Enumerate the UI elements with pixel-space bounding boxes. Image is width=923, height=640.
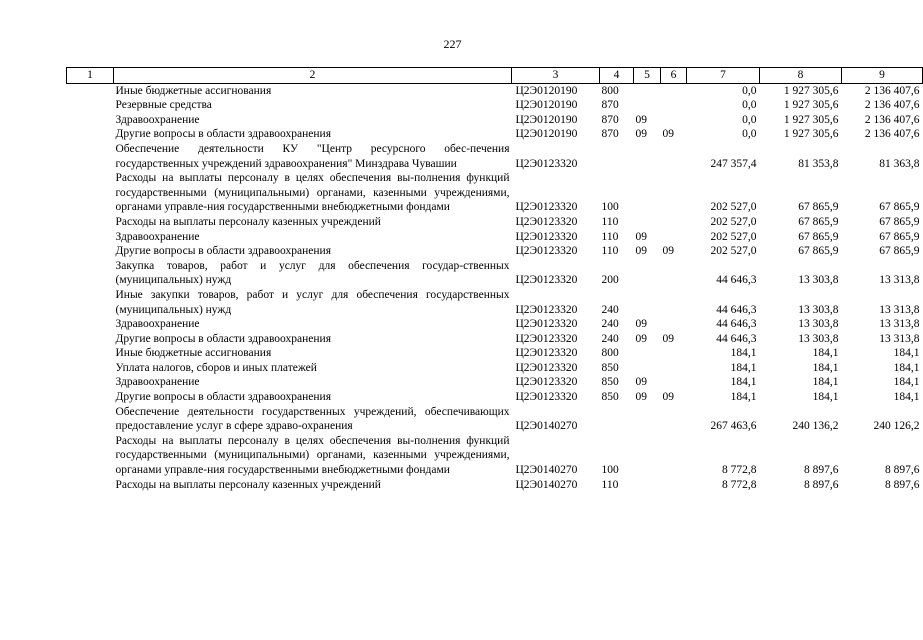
table-row	[67, 259, 923, 288]
row-amount-col8: 67 865,9	[798, 201, 839, 214]
row-expense-type: 800	[601, 347, 619, 360]
row-amount-col9: 13 313,8	[879, 303, 920, 316]
row-blank-cell	[67, 98, 114, 113]
row-section	[634, 142, 661, 171]
table-row	[67, 346, 923, 361]
row-blank-cell	[67, 361, 114, 376]
row-section: 09	[635, 391, 647, 404]
row-amount-col7: 202 527,0	[710, 245, 757, 258]
row-subsection	[661, 171, 687, 215]
row-blank-cell	[67, 375, 114, 390]
row-name: Другие вопросы в области здравоохранения	[115, 128, 331, 141]
row-section	[634, 259, 661, 288]
row-expense-type: 100	[601, 201, 619, 214]
row-blank-cell	[67, 332, 114, 347]
table-row	[67, 361, 923, 376]
table-row	[67, 317, 923, 332]
row-amount-col8: 1 927 305,6	[783, 113, 839, 126]
row-amount-col9: 13 313,8	[879, 318, 920, 331]
row-expense-type: 110	[601, 230, 619, 243]
row-name: Иные бюджетные ассигнования	[115, 347, 272, 360]
row-blank-cell	[67, 346, 114, 361]
row-amount-col9: 13 313,8	[879, 274, 920, 287]
row-section: 09	[635, 230, 647, 243]
row-name: Здравоохранение	[115, 113, 200, 126]
row-subsection	[661, 346, 687, 361]
row-subsection	[661, 405, 687, 434]
row-name: Другие вопросы в области здравоохранения	[115, 332, 331, 345]
row-name: Расходы на выплаты персоналу в целях обеспечения вы-полнения функций государственными (муниципальными) органами, казенными учреждениями, органами управле-ния государственными внебюджетными фондами	[115, 434, 510, 477]
header-cell-7: 7	[687, 68, 760, 84]
row-target-article: Ц2Э0123320	[515, 215, 578, 228]
table-row	[67, 390, 923, 405]
row-target-article: Ц2Э0123320	[515, 361, 578, 374]
row-expense-type: 100	[601, 464, 619, 477]
table-row	[67, 215, 923, 230]
row-target-article: Ц2Э0123320	[515, 332, 578, 345]
row-amount-col7: 0,0	[742, 113, 757, 126]
row-subsection	[661, 288, 687, 317]
row-section: 09	[635, 245, 647, 258]
row-amount-col7: 184,1	[730, 376, 757, 389]
row-section	[634, 288, 661, 317]
row-amount-col9: 8 897,6	[885, 478, 920, 491]
table-row	[67, 244, 923, 259]
row-amount-col9: 2 136 407,6	[864, 99, 920, 112]
row-name: Закупка товаров, работ и услуг для обеспечения государ-ственных (муниципальных) нужд	[115, 259, 510, 287]
row-expense-type: 110	[601, 215, 619, 228]
header-cell-1: 1	[67, 68, 114, 84]
row-subsection	[661, 142, 687, 171]
row-amount-col8: 67 865,9	[798, 245, 839, 258]
row-target-article: Ц2Э0140270	[515, 464, 578, 477]
header-cell-9: 9	[842, 68, 923, 84]
row-amount-col9: 81 363,8	[879, 157, 920, 170]
row-amount-col9: 184,1	[893, 361, 920, 374]
table-row	[67, 405, 923, 434]
row-amount-col9: 67 865,9	[879, 245, 920, 258]
row-amount-col7: 184,1	[730, 391, 757, 404]
row-subsection	[661, 434, 687, 478]
row-amount-col7: 267 463,6	[710, 420, 757, 433]
row-amount-col9: 8 897,6	[885, 464, 920, 477]
row-section	[634, 361, 661, 376]
row-subsection	[661, 478, 687, 493]
row-amount-col7: 44 646,3	[716, 332, 757, 345]
row-target-article: Ц2Э0123320	[515, 230, 578, 243]
row-expense-type: 200	[601, 274, 619, 287]
row-subsection	[661, 230, 687, 245]
row-expense-type	[600, 405, 634, 434]
row-amount-col7: 0,0	[742, 128, 757, 141]
table-header	[67, 68, 923, 84]
row-subsection	[661, 98, 687, 113]
row-blank-cell	[67, 83, 114, 98]
row-amount-col9: 240 126,2	[873, 420, 920, 433]
header-cell-4: 4	[600, 68, 634, 84]
table-row	[67, 478, 923, 493]
row-section	[634, 171, 661, 215]
row-blank-cell	[67, 405, 114, 434]
row-name: Расходы на выплаты персоналу казенных учреждений	[115, 478, 381, 491]
row-blank-cell	[67, 142, 114, 171]
row-amount-col8: 8 897,6	[804, 478, 839, 491]
row-target-article: Ц2Э0123320	[515, 376, 578, 389]
row-expense-type: 110	[601, 245, 619, 258]
row-amount-col7: 247 357,4	[710, 157, 757, 170]
row-amount-col8: 1 927 305,6	[783, 99, 839, 112]
budget-table	[66, 67, 923, 492]
row-amount-col8: 1 927 305,6	[783, 84, 839, 97]
table-row	[67, 288, 923, 317]
row-amount-col8: 184,1	[812, 376, 839, 389]
row-section	[634, 346, 661, 361]
row-amount-col8: 1 927 305,6	[783, 128, 839, 141]
row-subsection	[661, 259, 687, 288]
row-section: 09	[635, 318, 647, 331]
row-amount-col7: 0,0	[742, 84, 757, 97]
row-amount-col7: 44 646,3	[716, 274, 757, 287]
row-amount-col7: 184,1	[730, 361, 757, 374]
row-amount-col7: 8 772,8	[722, 478, 757, 491]
row-amount-col9: 2 136 407,6	[864, 128, 920, 141]
row-amount-col7: 184,1	[730, 347, 757, 360]
row-expense-type: 850	[601, 391, 619, 404]
row-amount-col8: 13 303,8	[798, 318, 839, 331]
row-expense-type: 110	[601, 478, 619, 491]
row-expense-type: 240	[601, 303, 619, 316]
row-subsection: 09	[662, 391, 674, 404]
row-target-article: Ц2Э0123320	[515, 347, 578, 360]
row-blank-cell	[67, 317, 114, 332]
row-name: Обеспечение деятельности государственных учреждений, обеспечивающих предоставление услуг в сфере здраво-охранения	[115, 405, 510, 433]
row-subsection: 09	[662, 128, 674, 141]
page-number: 227	[443, 37, 462, 51]
row-blank-cell	[67, 390, 114, 405]
row-amount-col8: 184,1	[812, 347, 839, 360]
header-cell-2: 2	[114, 68, 512, 84]
row-amount-col9: 2 136 407,6	[864, 113, 920, 126]
row-amount-col9: 13 313,8	[879, 332, 920, 345]
row-amount-col9: 67 865,9	[879, 215, 920, 228]
row-section: 09	[635, 113, 647, 126]
row-amount-col8: 184,1	[812, 391, 839, 404]
row-target-article: Ц2Э0123320	[515, 318, 578, 331]
row-name: Здравоохранение	[115, 376, 200, 389]
row-blank-cell	[67, 215, 114, 230]
row-section	[634, 434, 661, 478]
row-section	[634, 98, 661, 113]
row-amount-col7: 0,0	[742, 99, 757, 112]
row-section: 09	[635, 376, 647, 389]
row-name: Уплата налогов, сборов и иных платежей	[115, 361, 317, 374]
header-cell-6: 6	[661, 68, 687, 84]
row-amount-col9: 67 865,9	[879, 230, 920, 243]
row-amount-col9: 67 865,9	[879, 201, 920, 214]
row-blank-cell	[67, 113, 114, 128]
row-amount-col8: 8 897,6	[804, 464, 839, 477]
row-section: 09	[635, 332, 647, 345]
row-blank-cell	[67, 244, 114, 259]
table-row	[67, 142, 923, 171]
row-blank-cell	[67, 171, 114, 215]
row-subsection: 09	[662, 332, 674, 345]
header-row	[67, 68, 923, 84]
row-name: Расходы на выплаты персоналу казенных учреждений	[115, 215, 381, 228]
row-section: 09	[635, 128, 647, 141]
row-target-article: Ц2Э0120190	[515, 99, 578, 112]
row-subsection	[661, 83, 687, 98]
header-cell-5: 5	[634, 68, 661, 84]
table-row	[67, 127, 923, 142]
header-cell-3: 3	[512, 68, 600, 84]
row-name: Здравоохранение	[115, 318, 200, 331]
row-name: Другие вопросы в области здравоохранения	[115, 391, 331, 404]
table-row	[67, 83, 923, 98]
row-amount-col8: 13 303,8	[798, 303, 839, 316]
table-row	[67, 230, 923, 245]
row-expense-type: 850	[601, 376, 619, 389]
row-target-article: Ц2Э0123320	[515, 391, 578, 404]
header-cell-8: 8	[760, 68, 842, 84]
row-amount-col8: 67 865,9	[798, 230, 839, 243]
row-expense-type: 870	[601, 113, 619, 126]
row-target-article: Ц2Э0140270	[515, 478, 578, 491]
table-body	[67, 83, 923, 492]
row-amount-col9: 2 136 407,6	[864, 84, 920, 97]
row-amount-col8: 81 353,8	[798, 157, 839, 170]
row-target-article: Ц2Э0123320	[515, 157, 578, 170]
row-amount-col8: 184,1	[812, 361, 839, 374]
table-row	[67, 98, 923, 113]
row-amount-col7: 202 527,0	[710, 230, 757, 243]
row-amount-col7: 8 772,8	[722, 464, 757, 477]
table-row	[67, 332, 923, 347]
row-name: Обеспечение деятельности КУ "Центр ресурсного обес-печения государственных учреждений здравоохранения" Минздрава Чувашии	[115, 142, 510, 170]
table-row	[67, 113, 923, 128]
row-name: Другие вопросы в области здравоохранения	[115, 245, 331, 258]
row-name: Иные бюджетные ассигнования	[115, 84, 272, 97]
row-amount-col9: 184,1	[893, 391, 920, 404]
row-expense-type: 800	[601, 84, 619, 97]
row-blank-cell	[67, 434, 114, 478]
row-section	[634, 478, 661, 493]
row-amount-col7: 44 646,3	[716, 318, 757, 331]
row-amount-col7: 202 527,0	[710, 215, 757, 228]
row-expense-type: 870	[601, 99, 619, 112]
row-blank-cell	[67, 478, 114, 493]
row-section	[634, 215, 661, 230]
row-amount-col8: 240 136,2	[792, 420, 839, 433]
row-expense-type: 870	[601, 128, 619, 141]
row-target-article: Ц2Э0120190	[515, 84, 578, 97]
row-subsection	[661, 375, 687, 390]
row-blank-cell	[67, 127, 114, 142]
row-subsection	[661, 215, 687, 230]
row-amount-col7: 202 527,0	[710, 201, 757, 214]
row-section	[634, 83, 661, 98]
row-expense-type: 850	[601, 361, 619, 374]
row-amount-col8: 67 865,9	[798, 215, 839, 228]
row-name: Расходы на выплаты персоналу в целях обеспечения вы-полнения функций государственными (муниципальными) органами, казенными учреждениями, органами управле-ния государственными внебюджетными фондами	[115, 172, 510, 214]
row-blank-cell	[67, 259, 114, 288]
row-target-article: Ц2Э0120190	[515, 128, 578, 141]
row-name: Иные закупки товаров, работ и услуг для обеспечения государственных (муниципальных) нужд	[115, 288, 510, 316]
row-blank-cell	[67, 288, 114, 317]
table-row	[67, 375, 923, 390]
table-row	[67, 434, 923, 478]
row-amount-col8: 13 303,8	[798, 332, 839, 345]
row-subsection: 09	[662, 245, 674, 258]
row-name: Здравоохранение	[115, 230, 200, 243]
row-expense-type: 240	[601, 332, 619, 345]
row-expense-type: 240	[601, 318, 619, 331]
row-target-article: Ц2Э0120190	[515, 113, 578, 126]
row-name: Резервные средства	[115, 99, 212, 112]
row-subsection	[661, 113, 687, 128]
row-target-article: Ц2Э0123320	[515, 274, 578, 287]
row-target-article: Ц2Э0123320	[515, 201, 578, 214]
row-blank-cell	[67, 230, 114, 245]
row-target-article: Ц2Э0123320	[515, 245, 578, 258]
row-target-article: Ц2Э0123320	[515, 303, 578, 316]
row-subsection	[661, 317, 687, 332]
row-amount-col7: 44 646,3	[716, 303, 757, 316]
row-amount-col9: 184,1	[893, 376, 920, 389]
row-amount-col8: 13 303,8	[798, 274, 839, 287]
row-expense-type	[600, 142, 634, 171]
row-amount-col9: 184,1	[893, 347, 920, 360]
row-section	[634, 405, 661, 434]
table-row	[67, 171, 923, 215]
row-target-article: Ц2Э0140270	[515, 420, 578, 433]
row-subsection	[661, 361, 687, 376]
